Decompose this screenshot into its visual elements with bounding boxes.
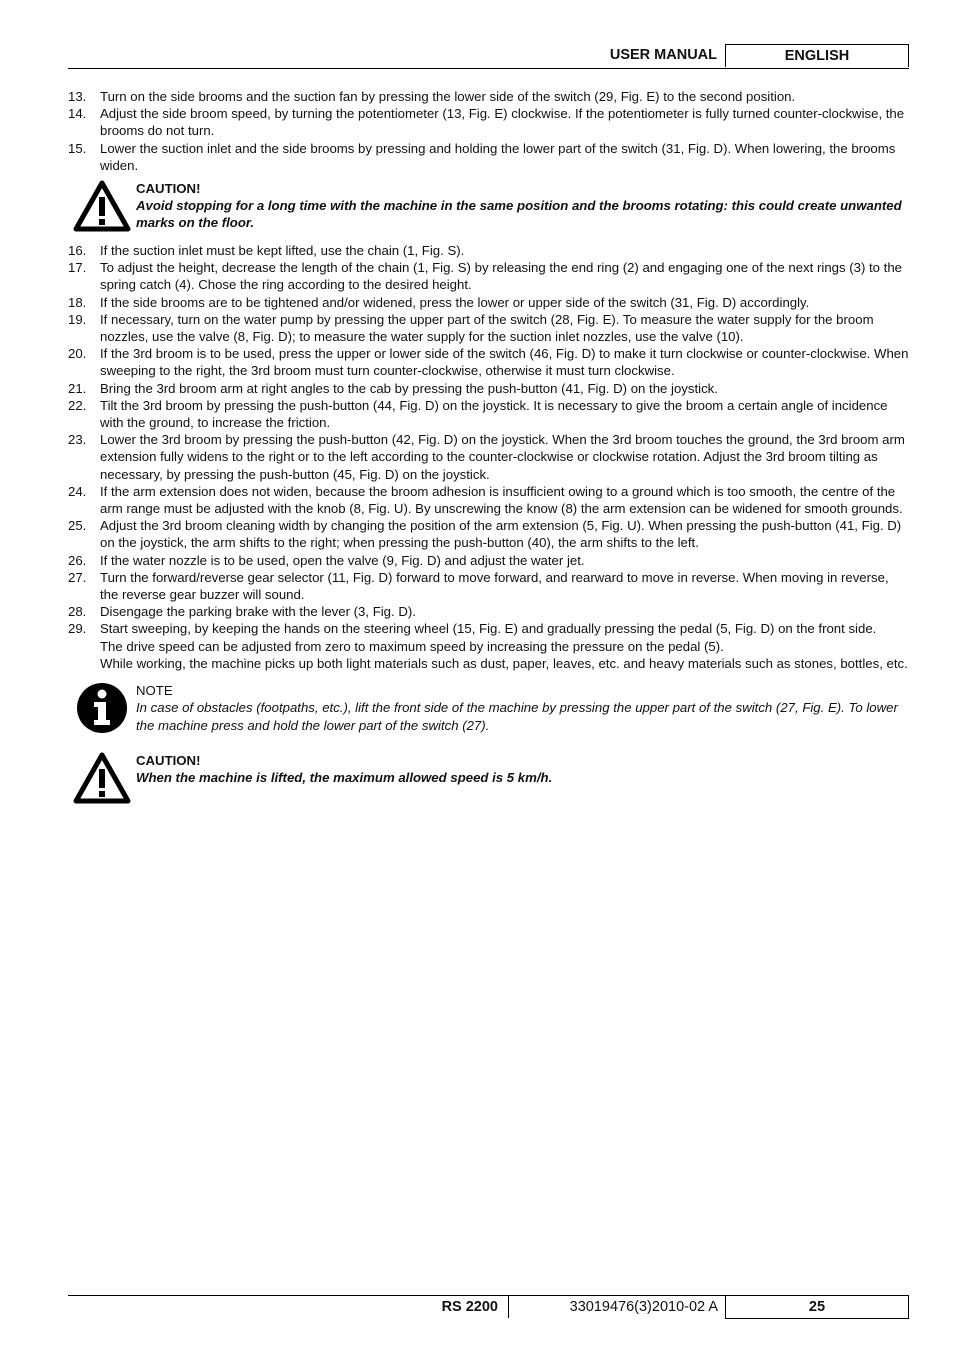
header-manual-label: USER MANUAL bbox=[609, 47, 717, 63]
caution-box bbox=[68, 180, 909, 232]
list-item: 19. If necessary, turn on the water pump by pressing the upper part of the switch (28, Fig. E). To measure the water supply for the broom nozzles, use the valve (8, Fig. D); to measure the water supply for the suction inlet nozzles, use the valve (10). bbox=[68, 311, 874, 345]
header-language-label: ENGLISH bbox=[725, 44, 909, 67]
note-box bbox=[68, 682, 909, 734]
caution-text: Avoid stopping for a long time with the machine in the same position and the brooms rotating: this could create unwanted marks on the floor. bbox=[136, 198, 902, 231]
note-text: In case of obstacles (footpaths, etc.), lift the front side of the machine by pressing the upper part of the switch (27, Fig. E). To lower the machine press and hold the lower part of the switch (27). bbox=[136, 700, 898, 733]
list-item: 16. If the suction inlet must be kept lifted, use the chain (1, Fig. S). bbox=[68, 243, 465, 259]
steps-list-a bbox=[68, 88, 909, 174]
info-icon bbox=[68, 682, 136, 734]
list-item: 15. Lower the suction inlet and the side brooms by pressing and holding the lower part of the switch (31, Fig. D). When lowering, the brooms widen. bbox=[68, 140, 896, 173]
warning-triangle-icon bbox=[68, 180, 136, 232]
list-item: 20. If the 3rd broom is to be used, press the upper or lower side of the switch (46, Fig. D) to make it turn clockwise or counter-clockwise. When sweeping to the right, the 3rd broom must turn counter-clockwise, otherwise it must turn clockwise. bbox=[68, 346, 909, 379]
manual-content bbox=[68, 88, 909, 814]
caution-title: CAUTION! bbox=[136, 753, 201, 769]
list-item: 29. Start sweeping, by keeping the hands on the steering wheel (15, Fig. E) and gradually pressing the pedal (5, Fig. D) on the front side. The drive speed can be adjusted from zero to maximum speed by increasing the pressure on the pedal (5). While working, the machine picks up both light materials such as dust, paper, leaves, etc. and heavy materials such as stones, bottles, etc. bbox=[68, 621, 908, 671]
step-paragraph: The drive speed can be adjusted from zero to maximum speed by increasing the pressure on the pedal (5). bbox=[100, 638, 724, 654]
list-item: 24. If the arm extension does not widen, because the broom adhesion is insufficient owing to a ground which is too smooth, the centre of the arm range must be adjusted with the knob (8, Fig. U). By unscrewing the know (8) the arm extension can be widened for smooth grounds. bbox=[68, 483, 903, 517]
list-item: 28. Disengage the parking brake with the lever (3, Fig. D). bbox=[68, 604, 416, 620]
warning-triangle-icon bbox=[68, 752, 136, 804]
steps-list-b bbox=[68, 242, 909, 672]
footer-doc-code: 33019476(3)2010-02 A bbox=[569, 1299, 718, 1315]
list-item: 23. Lower the 3rd broom by pressing the push-button (42, Fig. D) on the joystick. When the 3rd broom touches the ground, the 3rd broom arm extension fully widens to the right or to the left according to the counter-clockwise or clockwise rotation. Adjust the 3rd broom tilting as necessary, by pressing the push-button (45, Fig. D) on the joystick. bbox=[68, 432, 905, 482]
note-title: NOTE bbox=[136, 683, 173, 699]
list-item: 26. If the water nozzle is to be used, open the valve (9, Fig. D) and adjust the water jet. bbox=[68, 552, 585, 568]
step-paragraph: While working, the machine picks up both light materials such as dust, paper, leaves, etc. and heavy materials such as stones, bottles, etc. bbox=[100, 655, 908, 671]
page-number: 25 bbox=[725, 1296, 909, 1319]
list-item: 22. Tilt the 3rd broom by pressing the push-button (44, Fig. D) on the joystick. It is necessary to give the broom a certain angle of incidence with the ground, to increase the friction. bbox=[68, 397, 888, 431]
list-item: 13. Turn on the side brooms and the suction fan by pressing the lower side of the switch (29, Fig. E) to the second position. bbox=[68, 89, 796, 104]
caution-box bbox=[68, 752, 909, 804]
list-item: 14. Adjust the side broom speed, by turning the potentiometer (13, Fig. E) clockwise. If the potentiometer is fully turned counter-clockwise, the brooms do not turn. bbox=[68, 106, 905, 139]
list-item: 21. Bring the 3rd broom arm at right angles to the cab by pressing the push-button (41, Fig. D) on the joystick. bbox=[68, 380, 718, 396]
page-footer bbox=[68, 1295, 909, 1320]
caution-text: When the machine is lifted, the maximum allowed speed is 5 km/h. bbox=[136, 770, 553, 786]
footer-model: RS 2200 bbox=[416, 1296, 509, 1318]
caution-title: CAUTION! bbox=[136, 181, 201, 197]
list-item: 18. If the side brooms are to be tightened and/or widened, press the lower or upper side of the switch (31, Fig. D) accordingly. bbox=[68, 294, 810, 310]
page-header bbox=[68, 44, 909, 69]
list-item: 25. Adjust the 3rd broom cleaning width by changing the position of the arm extension (5, Fig. U). When pressing the push-button (41, Fig. D) on the joystick, the arm shifts to the right; when pressing the push-button (40), the arm shifts to the left. bbox=[68, 518, 902, 551]
list-item: 17. To adjust the height, decrease the length of the chain (1, Fig. S) by releasing the end ring (2) and engaging one of the next rings (3) to the spring catch (4). Chose the ring according to the desired height. bbox=[68, 260, 903, 293]
list-item: 27. Turn the forward/reverse gear selector (11, Fig. D) forward to move forward, and rearward to move in reverse. When moving in reverse, the reverse gear buzzer will sound. bbox=[68, 569, 889, 603]
